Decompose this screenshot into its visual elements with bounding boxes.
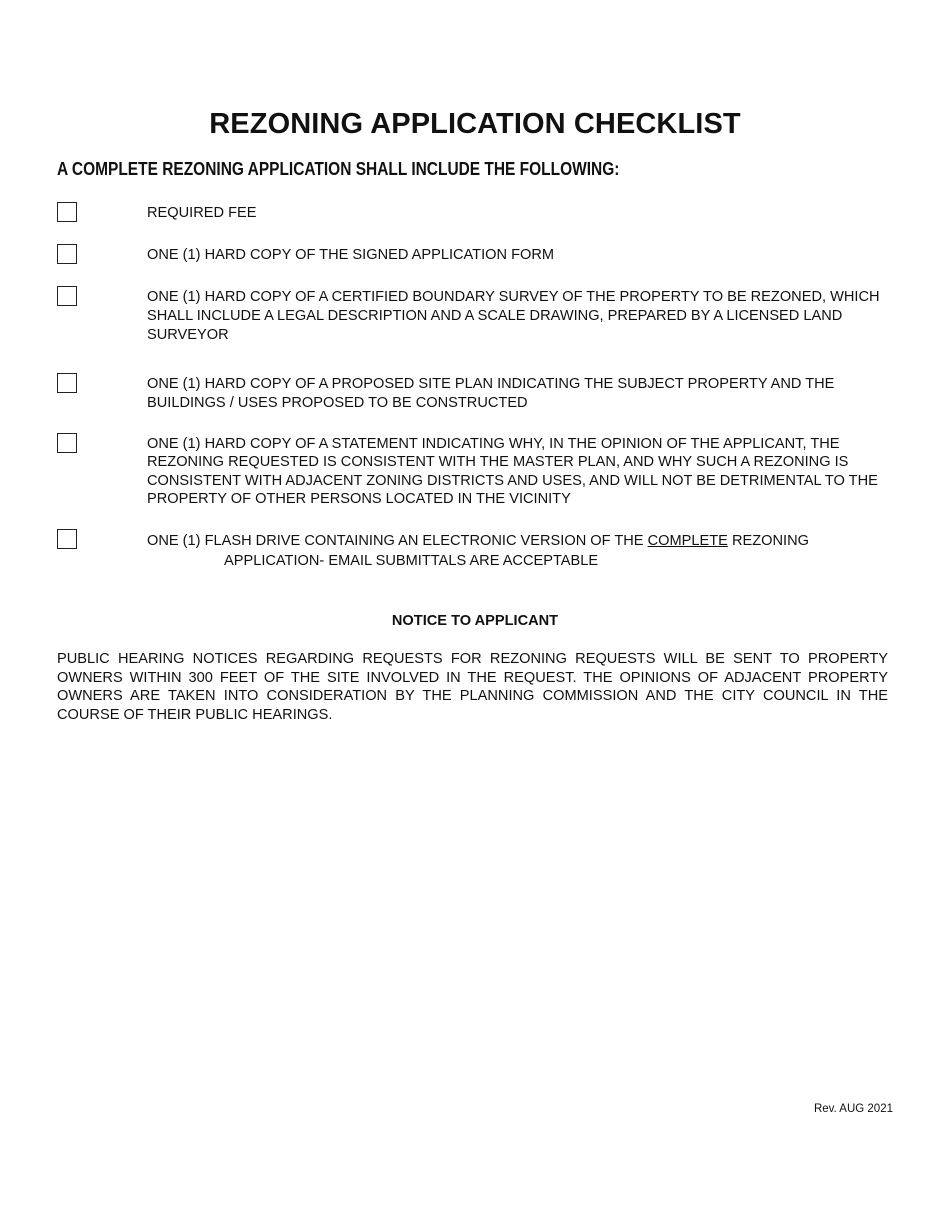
site-plan-checkbox[interactable] [57, 373, 77, 393]
statement-checkbox[interactable] [57, 433, 77, 453]
checklist-item-text [147, 531, 895, 571]
checklist-item-text: ONE (1) HARD COPY OF THE SIGNED APPLICATION FORM [147, 247, 555, 263]
application-form-checkbox[interactable] [57, 244, 77, 264]
flash-drive-text-start: ONE (1) FLASH DRIVE CONTAINING AN ELECTRONIC VERSION OF THE [147, 533, 644, 549]
checklist-subheading: A COMPLETE REZONING APPLICATION SHALL INCLUDE THE FOLLOWING: [57, 159, 620, 179]
flash-drive-text-end: REZONING [731, 533, 809, 549]
checklist-item-text: REQUIRED FEE [147, 205, 257, 221]
flash-drive-checkbox[interactable] [57, 529, 77, 549]
checklist-item-text: ONE (1) HARD COPY OF A STATEMENT INDICATING WHY, IN THE OPINION OF THE APPLICANT, THE REZONING REQUESTED IS CONSISTENT WITH THE MASTER PLAN, AND WHY SUCH A REZONING IS CONSISTENT WITH ADJACENT ZONING DISTRICTS AND USES, AND WILL NOT BE DETRIMENTAL TO THE PROPERTY OF OTHER PERSONS LOCATED IN THE VICINITY [147, 436, 878, 507]
revision-date: Rev. AUG 2021 [813, 1103, 893, 1115]
notice-heading: NOTICE TO APPLICANT [391, 613, 559, 629]
flash-drive-text-line2: APPLICATION- EMAIL SUBMITTALS ARE ACCEPTABLE [224, 553, 599, 569]
notice-body: PUBLIC HEARING NOTICES REGARDING REQUESTS FOR REZONING REQUESTS WILL BE SENT TO PROPERTY OWNERS WITHIN 300 FEET OF THE SITE INVOLVED IN THE REQUEST. THE OPINIONS OF ADJACENT PROPERTY OWNERS ARE TAKEN INTO CONSIDERATION BY THE PLANNING COMMISSION AND THE CITY COUNCIL IN THE COURSE OF THEIR PUBLIC HEARINGS. [57, 651, 888, 723]
page-title: REZONING APPLICATION CHECKLIST [209, 108, 741, 140]
boundary-survey-checkbox[interactable] [57, 286, 77, 306]
checklist-item-text: ONE (1) HARD COPY OF A CERTIFIED BOUNDARY SURVEY OF THE PROPERTY TO BE REZONED, WHICH SHALL INCLUDE A LEGAL DESCRIPTION AND A SCALE DRAWING, PREPARED BY A LICENSED LAND SURVEYOR [147, 289, 880, 343]
fee-checkbox[interactable] [57, 202, 77, 222]
checklist-item-text: ONE (1) HARD COPY OF A PROPOSED SITE PLAN INDICATING THE SUBJECT PROPERTY AND THE BUILDINGS / USES PROPOSED TO BE CONSTRUCTED [147, 376, 835, 411]
complete-emphasis: COMPLETE [647, 533, 728, 549]
